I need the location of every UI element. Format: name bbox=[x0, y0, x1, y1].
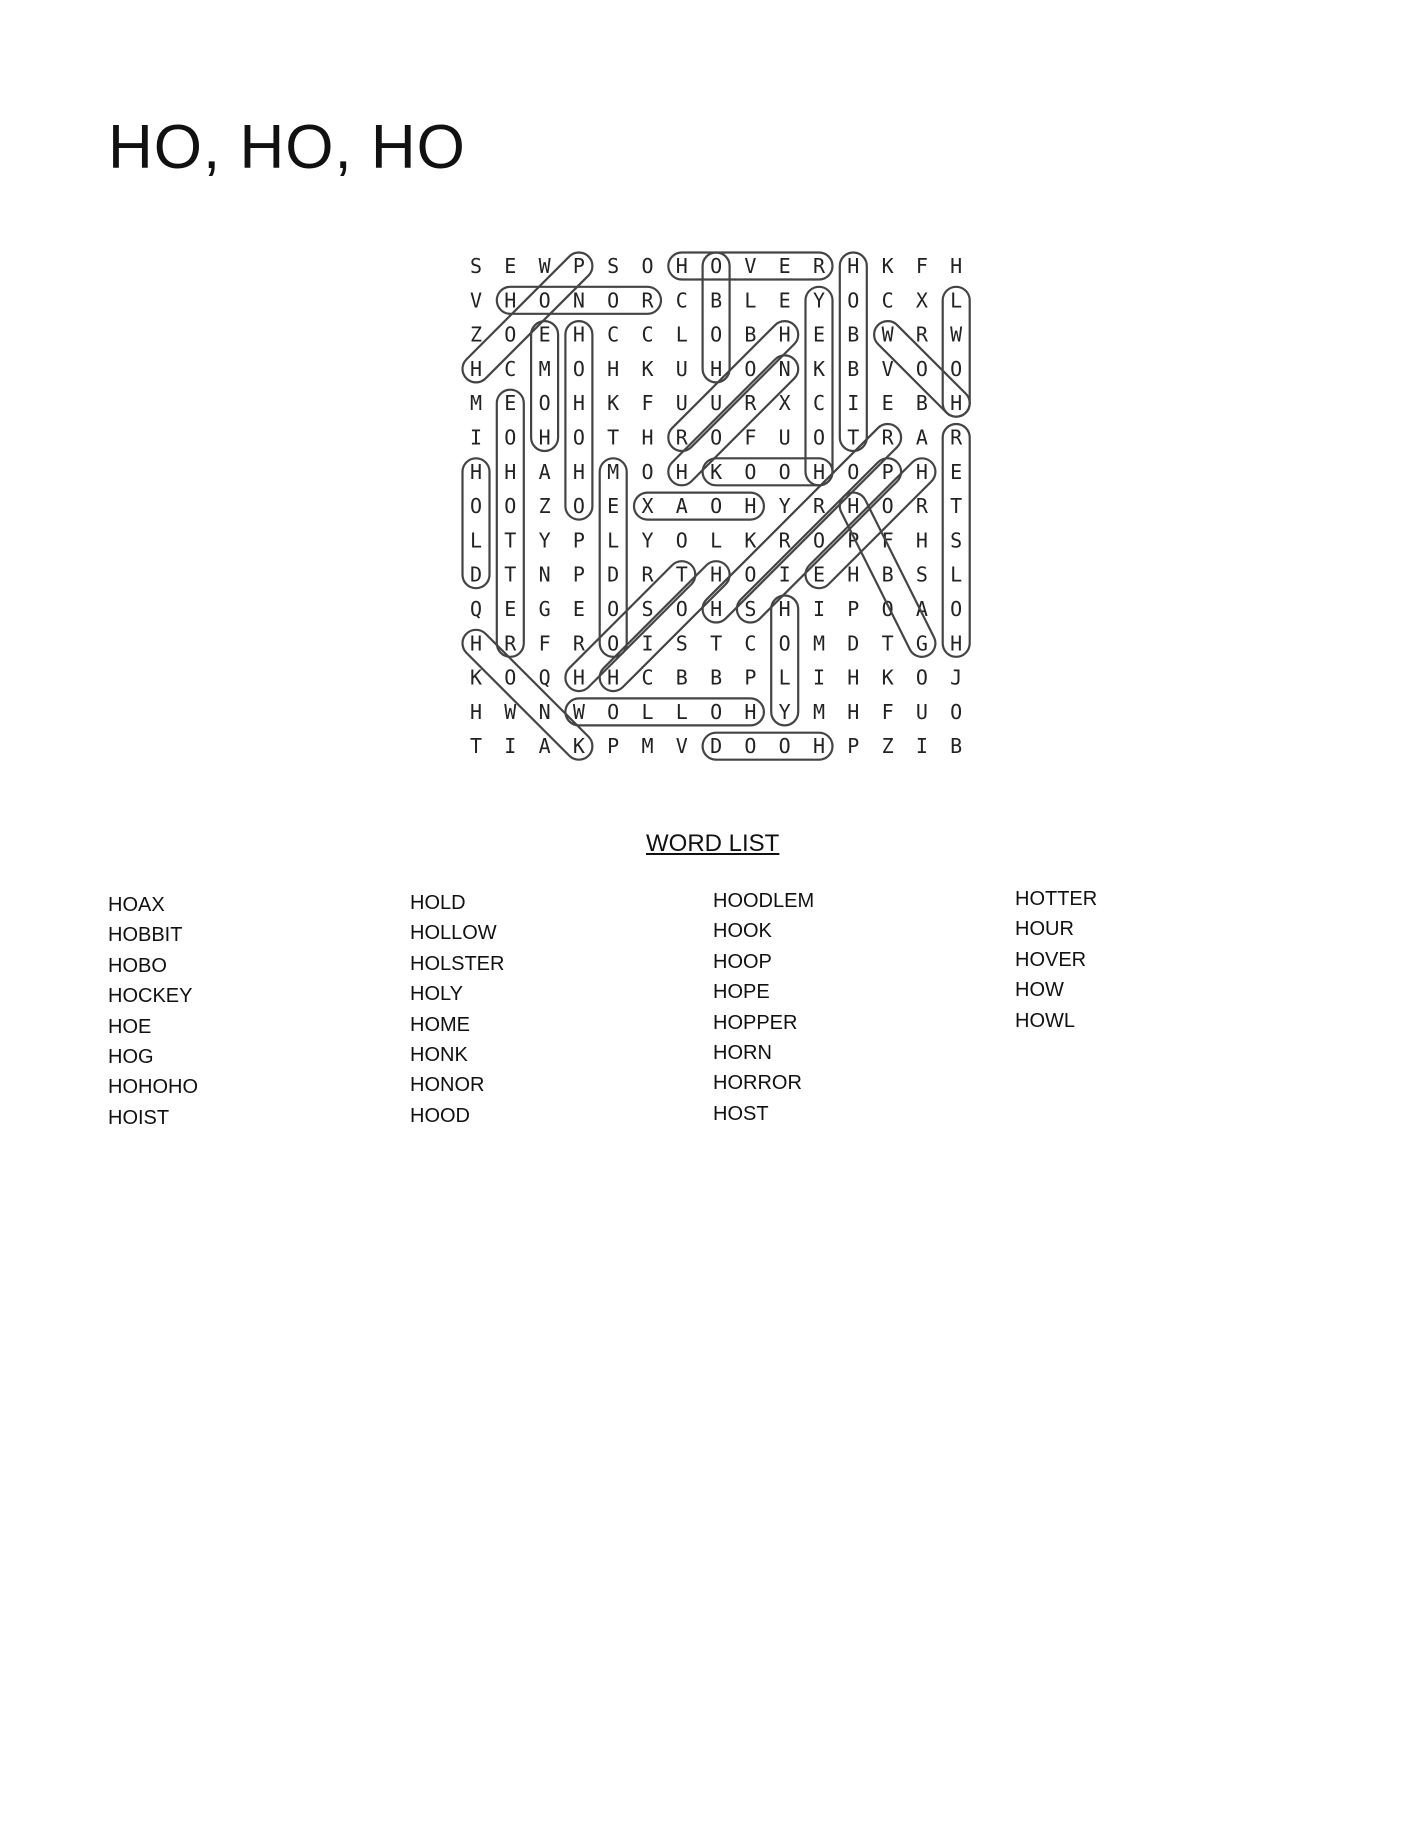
grid-letter: H bbox=[607, 356, 620, 381]
grid-letter: H bbox=[915, 528, 928, 553]
word-list-item: HOTTER bbox=[1015, 888, 1098, 910]
page-title: HO, HO, HO bbox=[108, 113, 466, 182]
grid-letter: P bbox=[572, 254, 585, 278]
grid-letter: E bbox=[778, 288, 791, 313]
grid-letter: F bbox=[744, 425, 757, 450]
word-list-heading: WORD LIST bbox=[646, 830, 780, 857]
grid-letter: K bbox=[607, 391, 620, 416]
word-list-item: HOCKEY bbox=[108, 985, 193, 1008]
grid-letter: O bbox=[881, 597, 894, 621]
grid-letter: O bbox=[710, 494, 723, 519]
grid-letter: B bbox=[915, 391, 928, 416]
grid-letter: O bbox=[915, 356, 928, 381]
grid-letter: I bbox=[641, 631, 654, 656]
grid-letter: H bbox=[847, 494, 860, 519]
grid-letter: L bbox=[950, 562, 963, 587]
grid-letter: H bbox=[778, 322, 791, 347]
word-list-item: HONOR bbox=[410, 1074, 485, 1097]
found-word-circle bbox=[806, 287, 833, 486]
found-word-circle bbox=[560, 556, 701, 697]
found-word-circle bbox=[668, 253, 832, 280]
grid-letter: I bbox=[504, 734, 517, 759]
grid-letter: O bbox=[607, 288, 620, 313]
grid-letter: R bbox=[950, 425, 963, 450]
grid-letter: S bbox=[675, 631, 688, 656]
grid-letter: H bbox=[504, 459, 517, 484]
found-word-circle bbox=[531, 321, 558, 451]
grid-letter: K bbox=[469, 665, 483, 690]
found-word-circle bbox=[497, 287, 661, 314]
grid-letter: R bbox=[812, 494, 826, 519]
grid-letter: H bbox=[607, 665, 620, 690]
word-list-item: HOBBIT bbox=[108, 924, 183, 947]
grid-letter: C bbox=[607, 322, 620, 347]
grid-letter: J bbox=[950, 665, 963, 690]
found-word-circle bbox=[497, 390, 524, 657]
grid-letter: M bbox=[469, 391, 483, 416]
found-word-circle bbox=[457, 624, 598, 765]
grid-letter: R bbox=[641, 562, 654, 587]
word-list-item: HOAX bbox=[108, 894, 165, 916]
grid-letter: E bbox=[812, 322, 826, 347]
grid-letter: K bbox=[641, 356, 654, 381]
grid-letter: H bbox=[744, 494, 757, 519]
grid-letter: Y bbox=[538, 528, 551, 553]
found-word-circle bbox=[457, 247, 598, 388]
grid-letter: B bbox=[950, 734, 963, 759]
grid-letter: L bbox=[744, 288, 757, 313]
grid-letter: O bbox=[778, 734, 791, 759]
grid-letter: O bbox=[744, 459, 757, 484]
grid-letter: H bbox=[675, 254, 688, 278]
word-list-column-4 bbox=[1015, 884, 1275, 1036]
found-word-circle bbox=[663, 350, 804, 491]
found-word-circle bbox=[943, 287, 970, 417]
found-word-circle bbox=[565, 698, 764, 725]
grid-letter: C bbox=[744, 631, 757, 656]
grid-letter: M bbox=[538, 356, 551, 381]
grid-letter: M bbox=[607, 459, 620, 484]
grid-letter: H bbox=[847, 665, 860, 690]
grid-letter: B bbox=[710, 665, 723, 690]
grid-letter: E bbox=[778, 254, 791, 278]
grid-letter: G bbox=[915, 631, 928, 656]
word-list-item: HOHOHO bbox=[108, 1076, 198, 1099]
grid-letter: R bbox=[641, 288, 654, 313]
grid-letter: H bbox=[950, 391, 963, 416]
grid-letter: B bbox=[881, 562, 894, 587]
grid-letter: O bbox=[504, 494, 517, 519]
grid-letter: O bbox=[607, 699, 620, 724]
word-list-item: HOBO bbox=[108, 954, 167, 977]
word-list-item: HOW bbox=[1015, 979, 1064, 1002]
grid-letter: K bbox=[572, 734, 585, 759]
found-word-circle bbox=[771, 596, 798, 726]
grid-letter: I bbox=[469, 425, 483, 450]
grid-letter: H bbox=[812, 734, 826, 759]
grid-letter: P bbox=[847, 734, 860, 759]
grid-letter: R bbox=[812, 254, 826, 278]
grid-letter: O bbox=[504, 322, 517, 347]
grid-letter: O bbox=[710, 254, 723, 278]
word-list-item: HOME bbox=[410, 1013, 470, 1036]
grid-letter: O bbox=[641, 459, 654, 484]
grid-letter: L bbox=[607, 528, 620, 553]
grid-letter: S bbox=[950, 528, 963, 553]
grid-letter: O bbox=[675, 597, 688, 621]
grid-letter: V bbox=[675, 734, 688, 759]
grid-letter: P bbox=[572, 562, 585, 587]
grid-letter: U bbox=[675, 391, 688, 416]
grid-letter: H bbox=[847, 562, 860, 587]
grid-letter: O bbox=[538, 391, 551, 416]
grid-letter: O bbox=[744, 562, 757, 587]
grid-letter: O bbox=[915, 665, 928, 690]
grid-letter: C bbox=[812, 391, 826, 416]
grid-letter: O bbox=[812, 425, 826, 450]
grid-letter: H bbox=[538, 425, 551, 450]
word-list-item: HOPPER bbox=[713, 1011, 798, 1034]
grid-letter: P bbox=[847, 528, 860, 553]
word-list-item: HOE bbox=[108, 1015, 152, 1038]
grid-letter: O bbox=[710, 322, 723, 347]
grid-letter: O bbox=[950, 699, 963, 724]
grid-letter: H bbox=[469, 459, 483, 484]
grid-letter: O bbox=[572, 356, 585, 381]
grid-letter: L bbox=[675, 699, 688, 724]
grid-letter: A bbox=[915, 597, 928, 621]
grid-letter: E bbox=[950, 459, 963, 484]
grid-letter: V bbox=[469, 288, 483, 313]
found-word-circle bbox=[463, 458, 490, 588]
grid-letter: M bbox=[812, 699, 826, 724]
grid-letter: R bbox=[881, 425, 894, 450]
grid-letter: H bbox=[778, 597, 791, 621]
grid-letter: C bbox=[641, 322, 654, 347]
grid-letter: I bbox=[812, 597, 826, 621]
grid-letter: O bbox=[504, 425, 517, 450]
word-list-item: HOOK bbox=[713, 920, 772, 943]
grid-letter: H bbox=[710, 597, 723, 621]
grid-letter: R bbox=[744, 391, 757, 416]
grid-letter: R bbox=[675, 425, 688, 450]
grid-letter: R bbox=[504, 631, 517, 656]
grid-letter: S bbox=[744, 597, 757, 621]
grid-letter: W bbox=[881, 322, 894, 347]
grid-letter: Q bbox=[469, 597, 483, 621]
grid-letter: B bbox=[847, 356, 860, 381]
grid-letter: P bbox=[572, 528, 585, 553]
grid-letter: E bbox=[572, 597, 585, 621]
found-word-circle bbox=[703, 458, 833, 485]
grid-letter: A bbox=[538, 459, 551, 484]
grid-letter: C bbox=[504, 356, 517, 381]
grid-letter: W bbox=[950, 322, 963, 347]
grid-letter: H bbox=[469, 631, 483, 656]
grid-letter: H bbox=[572, 665, 585, 690]
grid-letter: K bbox=[744, 528, 757, 553]
grid-letter: T bbox=[710, 631, 723, 656]
found-word-circle bbox=[943, 424, 970, 657]
grid-letter: H bbox=[572, 322, 585, 347]
grid-letter: D bbox=[607, 562, 620, 587]
grid-letter: O bbox=[847, 459, 860, 484]
word-list-item: HOIST bbox=[108, 1106, 170, 1129]
grid-letter: O bbox=[504, 665, 517, 690]
grid-letter: O bbox=[538, 288, 551, 313]
grid-letter: Y bbox=[778, 699, 791, 724]
word-list-item: HOLSTER bbox=[410, 952, 505, 975]
grid-letter: O bbox=[950, 356, 963, 381]
grid-letter: F bbox=[641, 391, 654, 416]
grid-letter: N bbox=[778, 356, 791, 381]
grid-letter: E bbox=[504, 254, 517, 278]
grid-letter: N bbox=[572, 288, 585, 313]
grid-letter: E bbox=[538, 322, 551, 347]
grid-letter: O bbox=[675, 528, 688, 553]
grid-letter: F bbox=[881, 699, 894, 724]
grid-letter: E bbox=[812, 562, 826, 587]
found-word-circle bbox=[840, 253, 867, 452]
word-list-item: HOOD bbox=[410, 1104, 470, 1127]
grid-letter: R bbox=[915, 322, 928, 347]
grid-letter: V bbox=[744, 254, 757, 278]
grid-letter: T bbox=[675, 562, 688, 587]
grid-letter: H bbox=[504, 288, 517, 313]
grid-letter: H bbox=[572, 459, 585, 484]
grid-letter: O bbox=[607, 631, 620, 656]
found-word-circle bbox=[663, 316, 804, 457]
grid-letter: I bbox=[847, 391, 860, 416]
grid-letter: M bbox=[812, 631, 826, 656]
grid-letter: S bbox=[469, 254, 483, 278]
grid-letter: O bbox=[641, 254, 654, 278]
grid-letter: E bbox=[607, 494, 620, 519]
grid-letter: C bbox=[641, 665, 654, 690]
grid-letter: E bbox=[504, 597, 517, 621]
grid-letter: H bbox=[915, 459, 928, 484]
grid-letter: A bbox=[675, 494, 688, 519]
grid-letter: P bbox=[607, 734, 620, 759]
grid-letter: R bbox=[778, 528, 791, 553]
word-list-item: HOG bbox=[108, 1045, 154, 1068]
grid-letter: P bbox=[744, 665, 757, 690]
grid-letter: N bbox=[538, 699, 551, 724]
grid-letter: U bbox=[915, 699, 928, 724]
grid-letter: L bbox=[675, 322, 688, 347]
grid-letter: L bbox=[950, 288, 963, 313]
found-word-circle bbox=[697, 418, 907, 628]
grid-letter: D bbox=[847, 631, 860, 656]
grid-letter: H bbox=[469, 699, 483, 724]
grid-letter: Z bbox=[469, 322, 483, 347]
grid-letter: H bbox=[641, 425, 654, 450]
grid-letter: P bbox=[847, 597, 860, 621]
word-list-item: HOUR bbox=[1015, 918, 1074, 941]
grid-letter: X bbox=[778, 391, 791, 416]
grid-letter: U bbox=[778, 425, 791, 450]
grid-letter: O bbox=[847, 288, 860, 313]
grid-letter: Y bbox=[778, 494, 791, 519]
grid-letter: S bbox=[607, 254, 620, 278]
grid-letter: T bbox=[607, 425, 620, 450]
grid-letter: M bbox=[641, 734, 654, 759]
grid-letter: I bbox=[812, 665, 826, 690]
grid-letter: C bbox=[881, 288, 894, 313]
grid-letter: K bbox=[881, 665, 894, 690]
grid-letter: O bbox=[812, 528, 826, 553]
word-list-item: HONK bbox=[410, 1043, 468, 1066]
grid-letter: T bbox=[847, 425, 860, 450]
word-list-item: HOWL bbox=[1015, 1009, 1075, 1032]
found-word-circle bbox=[731, 453, 906, 628]
grid-letter: O bbox=[778, 631, 791, 656]
grid-letter: A bbox=[538, 734, 551, 759]
found-word-circle bbox=[703, 733, 833, 760]
grid-letter: T bbox=[504, 528, 517, 553]
grid-letter: U bbox=[675, 356, 688, 381]
grid-letter: B bbox=[847, 322, 860, 347]
grid-letter: L bbox=[710, 528, 723, 553]
word-list-item: HOST bbox=[713, 1102, 769, 1125]
found-word-circle bbox=[565, 321, 592, 519]
grid-letter: X bbox=[915, 288, 928, 313]
grid-letter: E bbox=[881, 391, 894, 416]
grid-letter: H bbox=[847, 254, 860, 278]
grid-letter: H bbox=[710, 562, 723, 587]
grid-letter: U bbox=[710, 391, 723, 416]
grid-letter: W bbox=[504, 699, 517, 724]
found-word-circle bbox=[835, 488, 940, 661]
grid-letter: K bbox=[812, 356, 826, 381]
grid-letter: V bbox=[881, 356, 894, 381]
grid-letter: O bbox=[607, 597, 620, 621]
grid-letter: H bbox=[744, 699, 757, 724]
word-list-item: HOVER bbox=[1015, 948, 1087, 971]
grid-letter: W bbox=[538, 254, 551, 278]
grid-letter: H bbox=[572, 391, 585, 416]
grid-letter: Z bbox=[538, 494, 551, 519]
grid-letter: T bbox=[881, 631, 894, 656]
grid-letter: T bbox=[504, 562, 517, 587]
found-word-circle bbox=[800, 453, 941, 594]
grid-letter: P bbox=[881, 459, 894, 484]
found-word-circle bbox=[634, 493, 764, 520]
grid-letter: H bbox=[710, 356, 723, 381]
found-word-circle bbox=[869, 316, 976, 423]
grid-letter: K bbox=[881, 254, 894, 278]
grid-letter: O bbox=[778, 459, 791, 484]
grid-letter: N bbox=[538, 562, 551, 587]
grid-letter: Q bbox=[538, 665, 551, 690]
grid-letter: D bbox=[469, 562, 483, 587]
grid-letter: T bbox=[950, 494, 963, 519]
grid-letter: S bbox=[915, 562, 928, 587]
grid-letter: C bbox=[675, 288, 688, 313]
grid-letter: O bbox=[572, 425, 585, 450]
word-list-item: HOLD bbox=[410, 892, 466, 914]
grid-letter: K bbox=[710, 459, 723, 484]
word-list-item: HOOP bbox=[713, 950, 772, 973]
grid-letter: O bbox=[572, 494, 585, 519]
grid-letter: O bbox=[881, 494, 894, 519]
grid-letter: X bbox=[641, 494, 654, 519]
grid-letter: B bbox=[675, 665, 688, 690]
word-list-item: HOODLEM bbox=[713, 890, 815, 912]
word-list-item: HORN bbox=[713, 1041, 772, 1064]
grid-letter: L bbox=[641, 699, 654, 724]
grid-letter: H bbox=[950, 631, 963, 656]
grid-letter: H bbox=[847, 699, 860, 724]
grid-letter: R bbox=[572, 631, 585, 656]
word-list-item: HOPE bbox=[713, 981, 770, 1004]
grid-letter: G bbox=[538, 597, 551, 621]
grid-letter: R bbox=[915, 494, 928, 519]
grid-letter: B bbox=[744, 322, 757, 347]
grid-letter: F bbox=[538, 631, 551, 656]
word-list-column-1 bbox=[108, 890, 368, 1133]
grid-letter: O bbox=[950, 597, 963, 621]
word-list-item: HOLLOW bbox=[410, 922, 497, 945]
grid-letter: A bbox=[915, 425, 928, 450]
grid-letter: H bbox=[675, 459, 688, 484]
grid-letter: O bbox=[469, 494, 483, 519]
grid-letter: S bbox=[641, 597, 654, 621]
grid-letter: B bbox=[710, 288, 723, 313]
found-word-circle bbox=[703, 253, 730, 383]
word-list-item: HOLY bbox=[410, 983, 463, 1006]
grid-letter: L bbox=[469, 528, 483, 553]
word-list-item: HORROR bbox=[713, 1072, 802, 1095]
grid-letter: T bbox=[469, 734, 483, 759]
grid-letter: Y bbox=[812, 288, 826, 313]
grid-letter: F bbox=[915, 254, 928, 278]
grid-letter: O bbox=[744, 734, 757, 759]
grid-letter: Z bbox=[881, 734, 894, 759]
grid-letter: E bbox=[504, 391, 517, 416]
grid-letter: L bbox=[778, 665, 791, 690]
grid-letter: I bbox=[778, 562, 791, 587]
grid-letter: F bbox=[881, 528, 894, 553]
word-list-column-3 bbox=[713, 886, 973, 1129]
word-list-column-2 bbox=[410, 888, 670, 1131]
grid-letter: O bbox=[710, 425, 723, 450]
found-word-circle bbox=[594, 556, 735, 697]
grid-letter: Y bbox=[641, 528, 654, 553]
grid-letter: H bbox=[469, 356, 483, 381]
found-word-circle bbox=[600, 458, 627, 657]
grid-letter: D bbox=[710, 734, 723, 759]
grid-letter: O bbox=[744, 356, 757, 381]
grid-letter: H bbox=[812, 459, 826, 484]
grid-letter: H bbox=[950, 254, 963, 278]
grid-letter: O bbox=[710, 699, 723, 724]
grid-letter: W bbox=[572, 699, 585, 724]
grid-letter: I bbox=[915, 734, 928, 759]
